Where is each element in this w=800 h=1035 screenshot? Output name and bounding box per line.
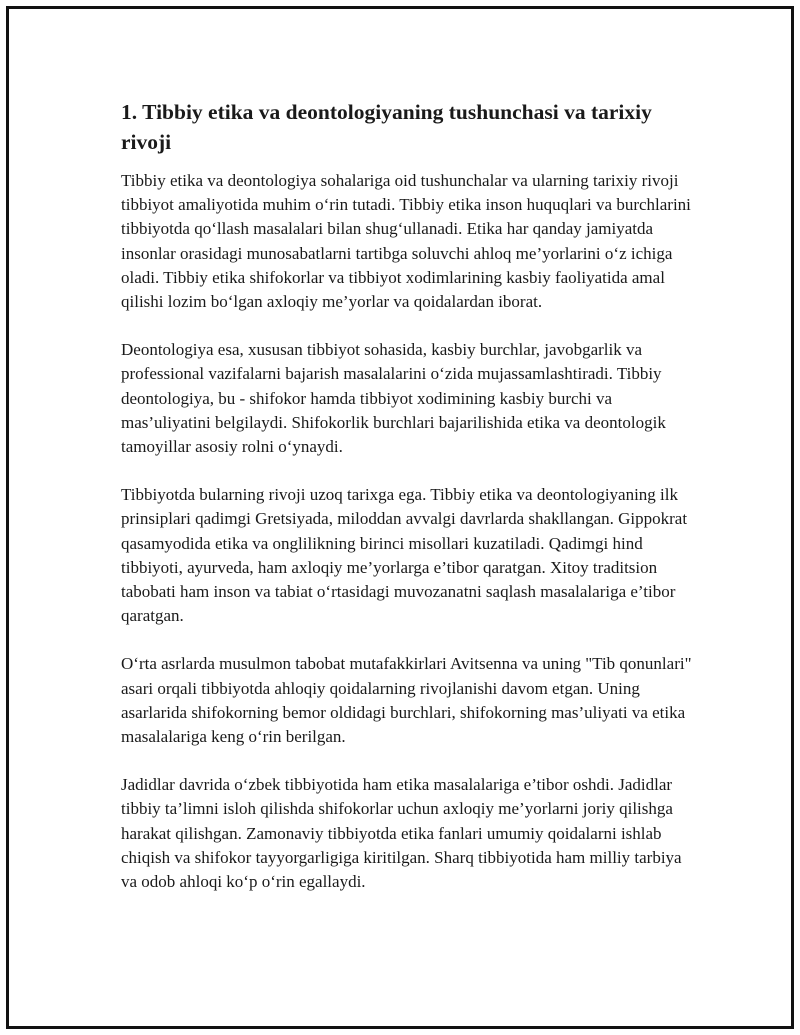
paragraph-2: Deontologiya esa, xususan tibbiyot sohasida, kasbiy burchlar, javobgarlik va professional vazifalarni bajarish masalalarini o‘zida mujassamlashtiradi. Tibbiy deontologiya, bu - shifokor hamda tibbiyot xodimining kasbiy burchi va mas’uliyatini belgilaydi. Shifokorlik burchlari bajarilishida etika va deontologik tamoyillar asosiy rolni o‘ynaydi.: [121, 340, 666, 457]
paragraph-4: O‘rta asrlarda musulmon tabobat mutafakkirlari Avitsenna va uning "Tib qonunlari" asari orqali tibbiyotda ahloqiy qoidalarning rivojlanishi davom etgan. Uning asarlarida shifokorning bemor oldidagi burchlari, shifokorning mas’uliyati va etika masalalariga keng o‘rin berilgan.: [121, 654, 692, 747]
document-body: [121, 97, 701, 918]
section-heading: 1. Tibbiy etika va deontologiyaning tushunchasi va tarixiy rivoji: [121, 100, 652, 154]
paragraph-1: Tibbiy etika va deontologiya sohalariga oid tushunchalar va ularning tarixiy rivoji tibbiyot amaliyotida muhim o‘rin tutadi. Tibbiy etika inson huquqlari va burchlarini tibbiyotda qo‘llash masalalari bilan shug‘ullanadi. Etika har qanday jamiyatda insonlar orasidagi munosabatlarni tartibga soluvchi ahloq me’yorlarini o‘z ichiga oladi. Tibbiy etika shifokorlar va tibbiyot xodimlarining kasbiy faoliyatida amal qilishi lozim bo‘lgan axloqiy me’yorlar va qoidalardan iborat.: [121, 171, 691, 312]
paragraph-3: Tibbiyotda bularning rivoji uzoq tarixga ega. Tibbiy etika va deontologiyaning ilk prinsiplari qadimgi Gretsiyada, miloddan avvalgi davrlarda shakllangan. Gippokrat qasamyodida etika va onglilikning birinci misollari kuzatiladi. Qadimgi hind tibbiyoti, ayurveda, ham axloqiy me’yorlarga e’tibor qaratgan. Xitoy traditsion tabobati ham inson va tabiat o‘rtasidagi muvozanatni saqlash masalalariga e’tibor qaratgan.: [121, 485, 688, 626]
paragraph-5: Jadidlar davrida o‘zbek tibbiyotida ham etika masalalariga e’tibor oshdi. Jadidlar tibbiy ta’limni isloh qilishda shifokorlar uchun axloqiy me’yorlarni joriy qilishga harakat qilishgan. Zamonaviy tibbiyotda etika fanlari umumiy qoidalarni ishlab chiqish va shifokor tayyorgarligiga kiritilgan. Sharq tibbiyotida ham milliy tarbiya va odob ahloqi ko‘p o‘rin egallaydi.: [121, 775, 682, 892]
document-page: [6, 6, 794, 1029]
